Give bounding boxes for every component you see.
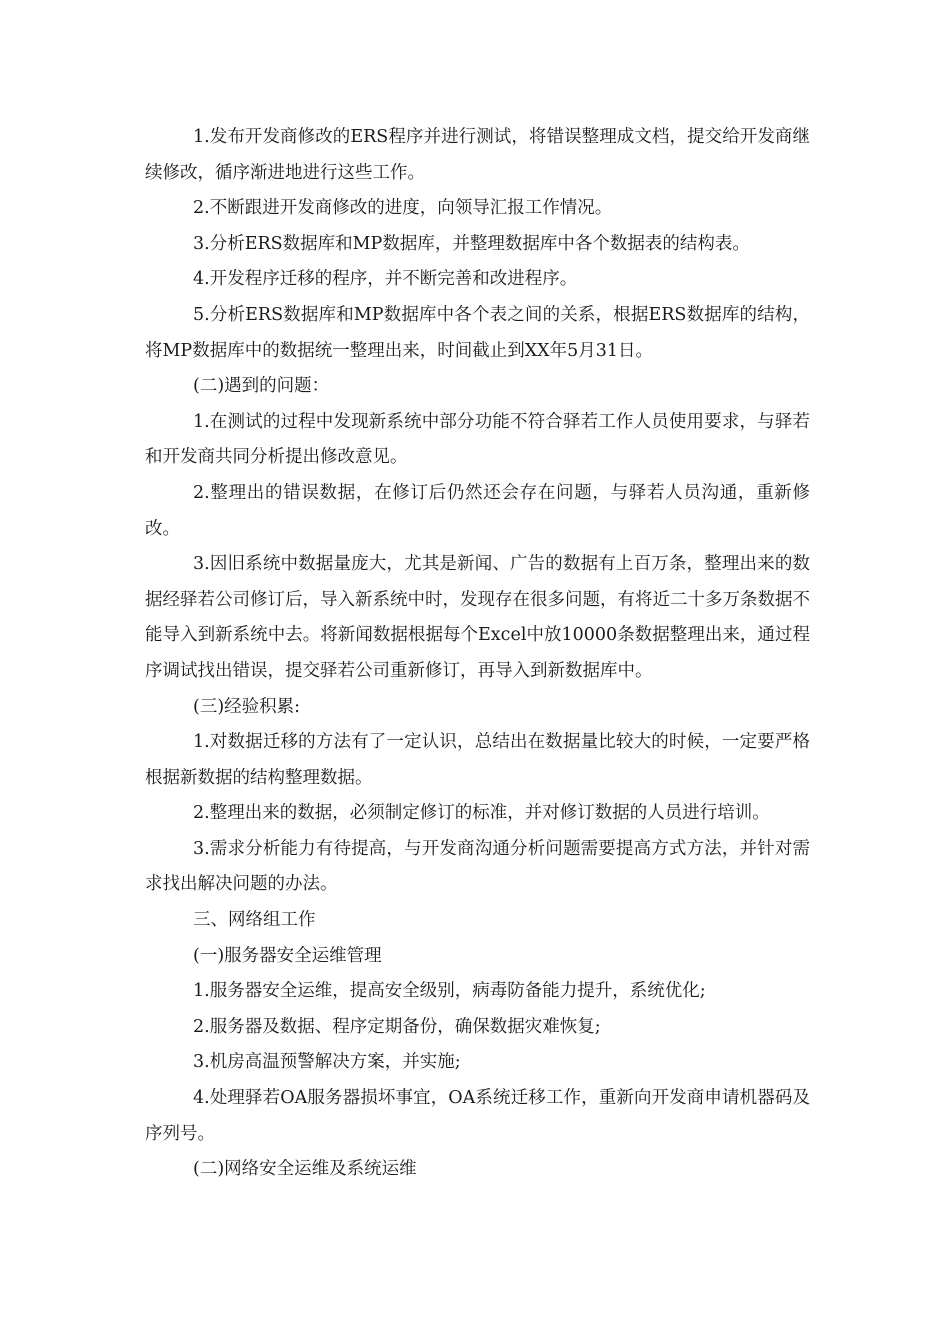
paragraph: 3.需求分析能力有待提高，与开发商沟通分析问题需要提高方式方法，并针对需求找出解决问题的办法。 [145,838,810,895]
document-body [145,120,810,1188]
paragraph: 2.整理出的错误数据，在修订后仍然还会存在问题，与驿若人员沟通，重新修改。 [145,482,810,539]
section-heading: (二)网络安全运维及系统运维 [193,1159,417,1180]
paragraph: 4.开发程序迁移的程序，并不断完善和改进程序。 [193,269,578,290]
paragraph: 1.对数据迁移的方法有了一定认识，总结出在数据量比较大的时候，一定要严格根据新数据的结构整理数据。 [145,732,810,788]
section-heading: (三)经验积累: [193,696,301,717]
paragraph: 3.机房高温预警解决方案，并实施; [193,1052,461,1073]
paragraph: 2.不断跟进开发商修改的进度，向领导汇报工作情况。 [193,198,613,219]
paragraph: 1.在测试的过程中发现新系统中部分功能不符合驿若工作人员使用要求，与驿若和开发商共同分析提出修改意见。 [145,411,810,468]
paragraph: 1.发布开发商修改的ERS程序并进行测试，将错误整理成文档，提交给开发商继续修改，循序渐进地进行这些工作。 [145,127,810,183]
section-heading: 三、网络组工作 [193,910,316,931]
section-heading: (二)遇到的问题： [193,376,330,397]
paragraph: 1.服务器安全运维，提高安全级别，病毒防备能力提升，系统优化; [193,981,706,1002]
paragraph: 3.因旧系统中数据量庞大，尤其是新闻、广告的数据有上百万条，整理出来的数据经驿若公司修订后，导入新系统中时，发现存在很多问题，有将近二十多万条数据不能导入到新系统中去。将新闻数据根据每个Excel中放10000条数据整理出来，通过程序调试找出错误，提交驿若公司重新修订，再导入到新数据库中。 [145,554,810,681]
section-heading: (一)服务器安全运维管理 [193,945,382,966]
paragraph: 4.处理驿若OA服务器损坏事宜，OA系统迁移工作，重新向开发商申请机器码及序列号。 [145,1088,810,1144]
paragraph: 2.服务器及数据、程序定期备份，确保数据灾难恢复; [193,1016,601,1037]
paragraph: 2.整理出来的数据，必须制定修订的标准，并对修订数据的人员进行培训。 [193,803,770,824]
paragraph: 3.分析ERS数据库和MP数据库，并整理数据库中各个数据表的结构表。 [193,233,750,254]
paragraph: 5.分析ERS数据库和MP数据库中各个表之间的关系，根据ERS数据库的结构，将MP数据库中的数据统一整理出来，时间截止到XX年5月31日。 [145,304,810,361]
